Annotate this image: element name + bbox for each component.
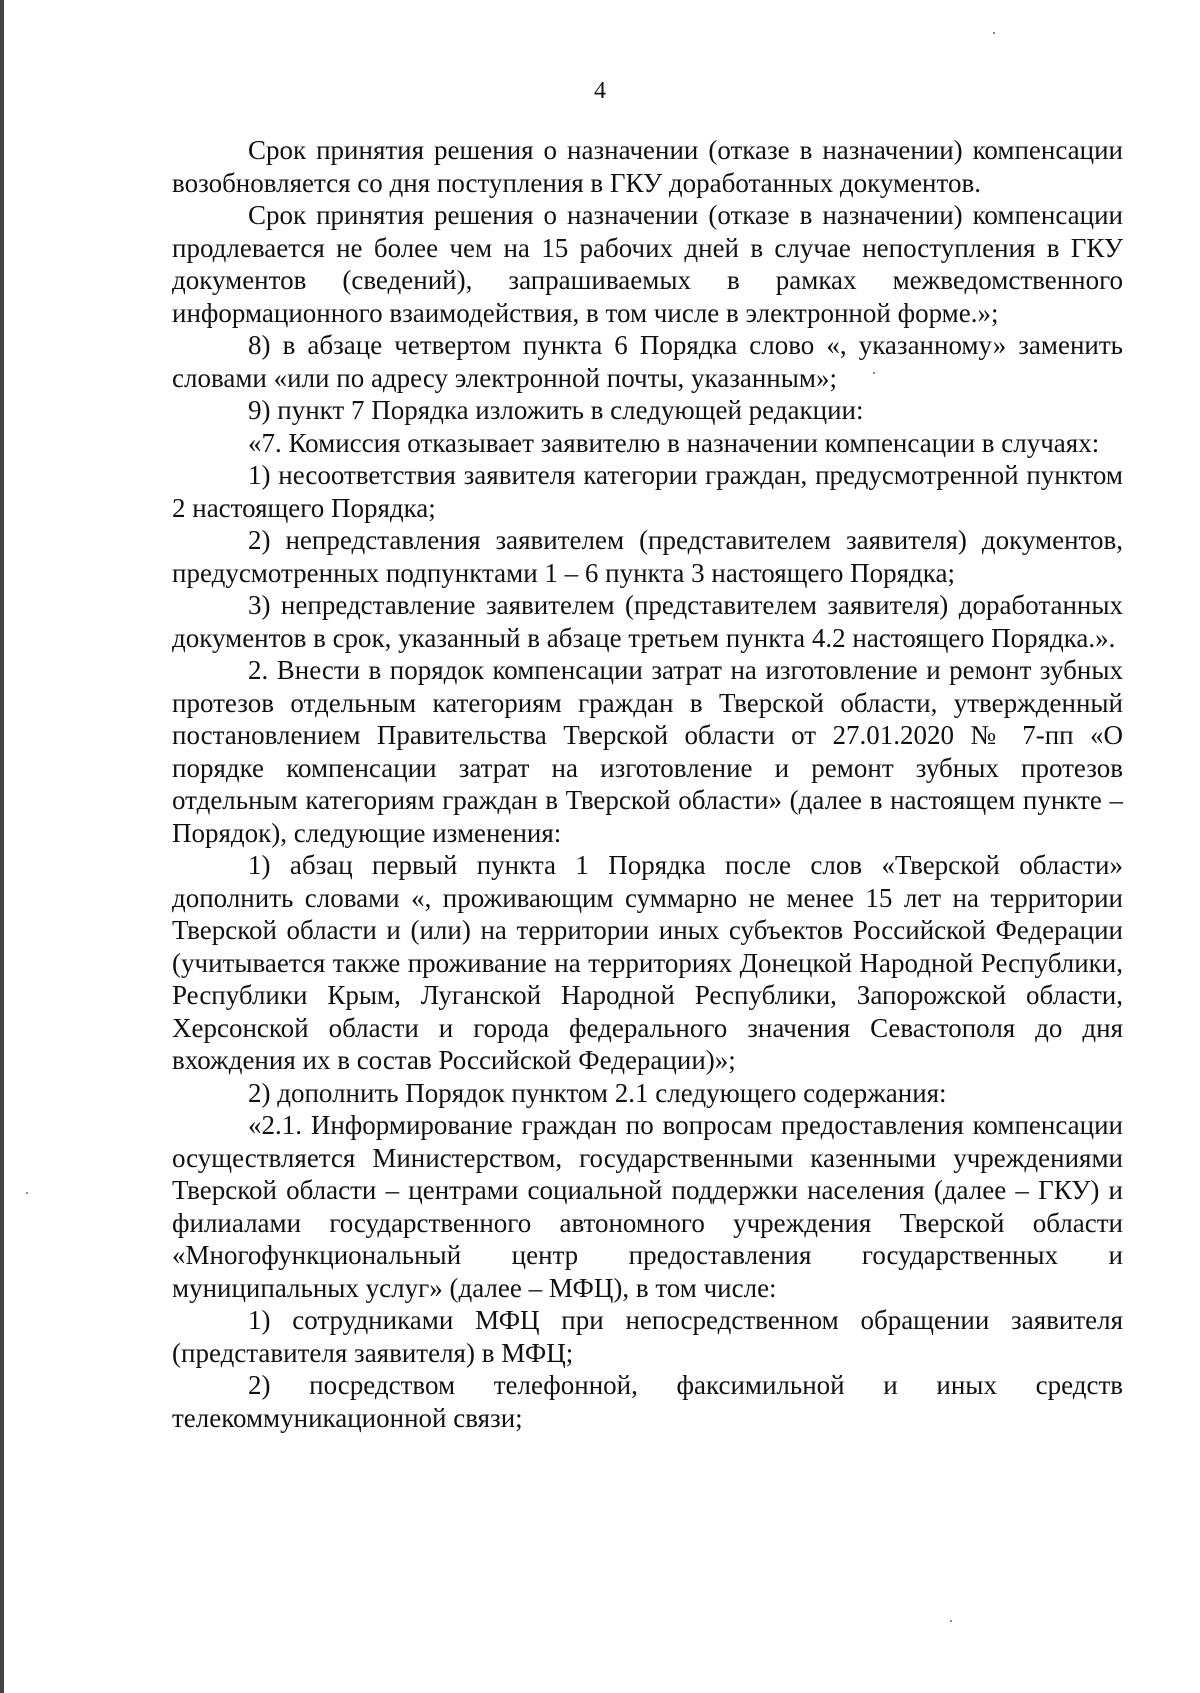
paragraph: Срок принятия решения о назначении (отказе в назначении) компенсации возобновляется со дня поступления в ГКУ доработанных документов. [172, 135, 1123, 198]
paragraph: «7. Комиссия отказывает заявителю в назначении компенсации в случаях: [248, 427, 1100, 458]
paragraph: 9) пункт 7 Порядка изложить в следующей редакции: [248, 395, 864, 425]
paragraph: 2) посредством телефонной, факсимильной и иных средств телекоммуникационной связи; [172, 1370, 1123, 1433]
scan-edge-line [0, 0, 4, 1693]
scan-speck [950, 1620, 952, 1622]
paragraph: 3) непредставление заявителем (представителем заявителя) доработанных документов в срок, указанный в абзаце третьем пункта 4.2 настоящего Порядка.». [172, 590, 1123, 653]
paragraph: Срок принятия решения о назначении (отказе в назначении) компенсации продлевается не более чем на 15 рабочих дней в случае непоступления в ГКУ документов (сведений), запрашиваемых в рамках межведомственного информационного взаимодействия, в том числе в электронной форме.»; [172, 200, 1123, 328]
paragraph: 1) сотрудниками МФЦ при непосредственном обращении заявителя (представителя заявителя) в МФЦ; [172, 1305, 1123, 1368]
scan-speck [873, 372, 875, 374]
paragraph: 1) несоответствия заявителя категории граждан, предусмотренной пунктом 2 настоящего Порядка; [172, 460, 1123, 523]
document-body [172, 134, 1123, 1434]
page-number: 4 [594, 78, 606, 104]
scan-speck [993, 32, 995, 34]
paragraph: 2. Внести в порядок компенсации затрат на изготовление и ремонт зубных протезов отдельным категориям граждан в Тверской области, утвержденный постановлением Правительства Тверской области от 27.01.2020 № 7-пп «О порядке компенсации затрат на изготовление и ремонт зубных протезов отдельным категориям граждан в Тверской области» (далее в настоящем пункте – Порядок), следующие изменения: [172, 655, 1123, 848]
scan-speck [26, 1192, 28, 1194]
paragraph: 2) дополнить Порядок пунктом 2.1 следующего содержания: [248, 1077, 947, 1108]
paragraph: 1) абзац первый пункта 1 Порядка после слов «Тверской области» дополнить словами «, проживающим суммарно не менее 15 лет на территории Тверской области и (или) на территории иных субъектов Российской Федерации (учитывается также проживание на территориях Донецкой Народной Республики, Республики Крым, Луганской Народной Республики, Запорожской области, Херсонской области и города федерального значения Севастополя до дня вхождения их в состав Российской Федерации)»; [172, 850, 1123, 1075]
paragraph: «2.1. Информирование граждан по вопросам предоставления компенсации осуществляется Министерством, государственными казенными учреждениями Тверской области – центрами социальной поддержки населения (далее – ГКУ) и филиалами государственного автономного учреждения Тверской области «Многофункциональный центр предоставления государственных и муниципальных услуг» (далее – МФЦ), в том числе: [172, 1110, 1123, 1303]
paragraph: 2) непредставления заявителем (представителем заявителя) документов, предусмотренных подпунктами 1 – 6 пункта 3 настоящего Порядка; [172, 525, 1123, 588]
paragraph: 8) в абзаце четвертом пункта 6 Порядка слово «, указанному» заменить словами «или по адресу электронной почты, указанным»; [172, 330, 1123, 393]
